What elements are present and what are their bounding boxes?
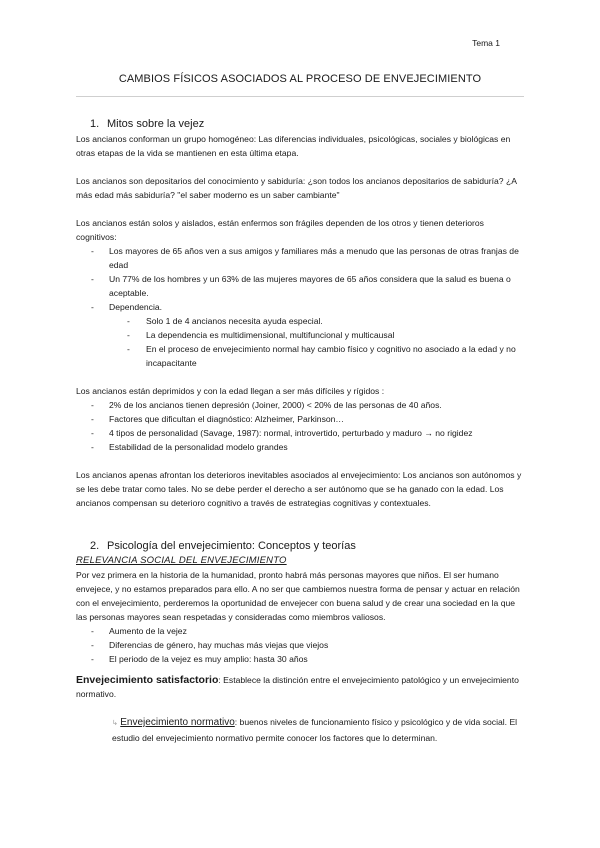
- sub-list-item: - Solo 1 de 4 ancianos necesita ayuda especial.: [127, 316, 323, 326]
- normative-aging-paragraph: ↳ Envejecimiento normativo: buenos niveles de funcionamiento físico y psicológico y de vida social. El estudio del envejecimiento normativo permite conocer los factores que lo determinan.: [112, 717, 518, 743]
- list-item: - 2% de los ancianos tienen depresión (Joiner, 2000) < 20% de las personas de 40 años.: [91, 400, 442, 410]
- dash-bullet: -: [91, 626, 94, 636]
- title-divider: [76, 96, 524, 97]
- dash-bullet: -: [91, 654, 94, 664]
- list-item: - Diferencias de género, hay muchas más viejas que viejos: [91, 640, 329, 650]
- dash-bullet: -: [91, 428, 94, 438]
- dash-bullet: -: [127, 330, 130, 340]
- list-item: - Dependencia.: [91, 302, 163, 312]
- dash-bullet: -: [91, 400, 94, 410]
- normative-aging-term: Envejecimiento normativo: [120, 717, 235, 728]
- page-header-tema: Tema 1: [472, 38, 500, 48]
- sub-list-item: - La dependencia es multidimensional, multifuncional y multicausal: [127, 330, 395, 340]
- list-item: - El periodo de la vejez es muy amplio: hasta 30 años: [91, 654, 308, 664]
- section-2-heading: 2. Psicología del envejecimiento: Conceptos y teorías: [90, 540, 356, 552]
- list-item: - Aumento de la vejez: [91, 626, 187, 636]
- myth-depressed-paragraph: Los ancianos están deprimidos y con la edad llegan a ser más difíciles y rígidos :: [76, 386, 385, 396]
- list-item: - 4 tipos de personalidad (Savage, 1987): normal, introvertido, perturbado y maduro → no rigidez: [91, 428, 473, 438]
- dash-bullet: -: [91, 274, 94, 284]
- satisfactory-aging-term: Envejecimiento satisfactorio: [76, 674, 219, 686]
- dash-bullet: -: [91, 414, 94, 424]
- myth-homogeneous-paragraph: Los ancianos conforman un grupo homogéneo: Las diferencias individuales, psicológicas, sociales y biológicas en otras etapas de la vida se mantienen en esta última etapa.: [76, 134, 511, 158]
- myth-alone-paragraph: Los ancianos están solos y aislados, están enfermos son frágiles dependen de los otros y tienen deterioros cognitivos:: [76, 218, 484, 242]
- section-2-subtitle: RELEVANCIA SOCIAL DEL ENVEJECIMIENTO: [76, 555, 287, 566]
- dash-bullet: -: [91, 302, 94, 312]
- dash-bullet: -: [127, 316, 130, 326]
- myth-autonomy-paragraph: Los ancianos apenas afrontan los deterioros inevitables asociados al envejecimiento: Los ancianos son autónomos y se les debe tratar como tales. No se debe perder el derecho a ser autónomo que se ha ganado con la edad. Los ancianos compensan su deterioro cognitivo a través de estrategias cognitivas y contextuales.: [76, 470, 522, 508]
- list-item: - Factores que dificultan el diagnóstico: Alzheimer, Parkinson…: [91, 414, 345, 424]
- subordinate-arrow-icon: ↳: [112, 720, 118, 727]
- dash-bullet: -: [91, 640, 94, 650]
- social-relevance-paragraph: Por vez primera en la historia de la humanidad, pronto habrá más personas mayores que niños. El ser humano envejece, y no estamos preparados para ello. A no ser que cambiemos nuestra forma de pensar y actuar en relación con el envejecimiento, perderemos la oportunidad de envejecer con buena salud y de crear una sociedad en la que las personas mayores sean respetadas y consideradas como miembros valiosos.: [76, 570, 520, 622]
- myth-wisdom-paragraph: Los ancianos son depositarios del conocimiento y sabiduría: ¿son todos los ancianos depositarios de sabiduría? ¿A más edad más sabiduría? "el saber moderno es un saber cambiante": [76, 176, 517, 200]
- list-item: - Un 77% de los hombres y un 63% de las mujeres mayores de 65 años considera que la salud es buena o aceptable.: [91, 274, 511, 298]
- document-title: CAMBIOS FÍSICOS ASOCIADOS AL PROCESO DE ENVEJECIMIENTO: [118, 73, 482, 85]
- list-item: - Los mayores de 65 años ven a sus amigos y familiares más a menudo que las personas de otras franjas de edad: [91, 246, 519, 270]
- document-body: [76, 116, 526, 745]
- satisfactory-aging-paragraph: Envejecimiento satisfactorio: Establece la distinción entre el envejecimiento patológico y un envejecimiento normativo.: [76, 674, 519, 699]
- dash-bullet: -: [91, 442, 94, 452]
- dash-bullet: -: [127, 344, 130, 354]
- list-item: - Estabilidad de la personalidad modelo grandes: [91, 442, 288, 452]
- section-1-heading: 1. Mitos sobre la vejez: [90, 118, 205, 130]
- sub-list-item: - En el proceso de envejecimiento normal hay cambio físico y cognitivo no asociado a la edad y no incapacitante: [127, 344, 516, 368]
- dash-bullet: -: [91, 246, 94, 256]
